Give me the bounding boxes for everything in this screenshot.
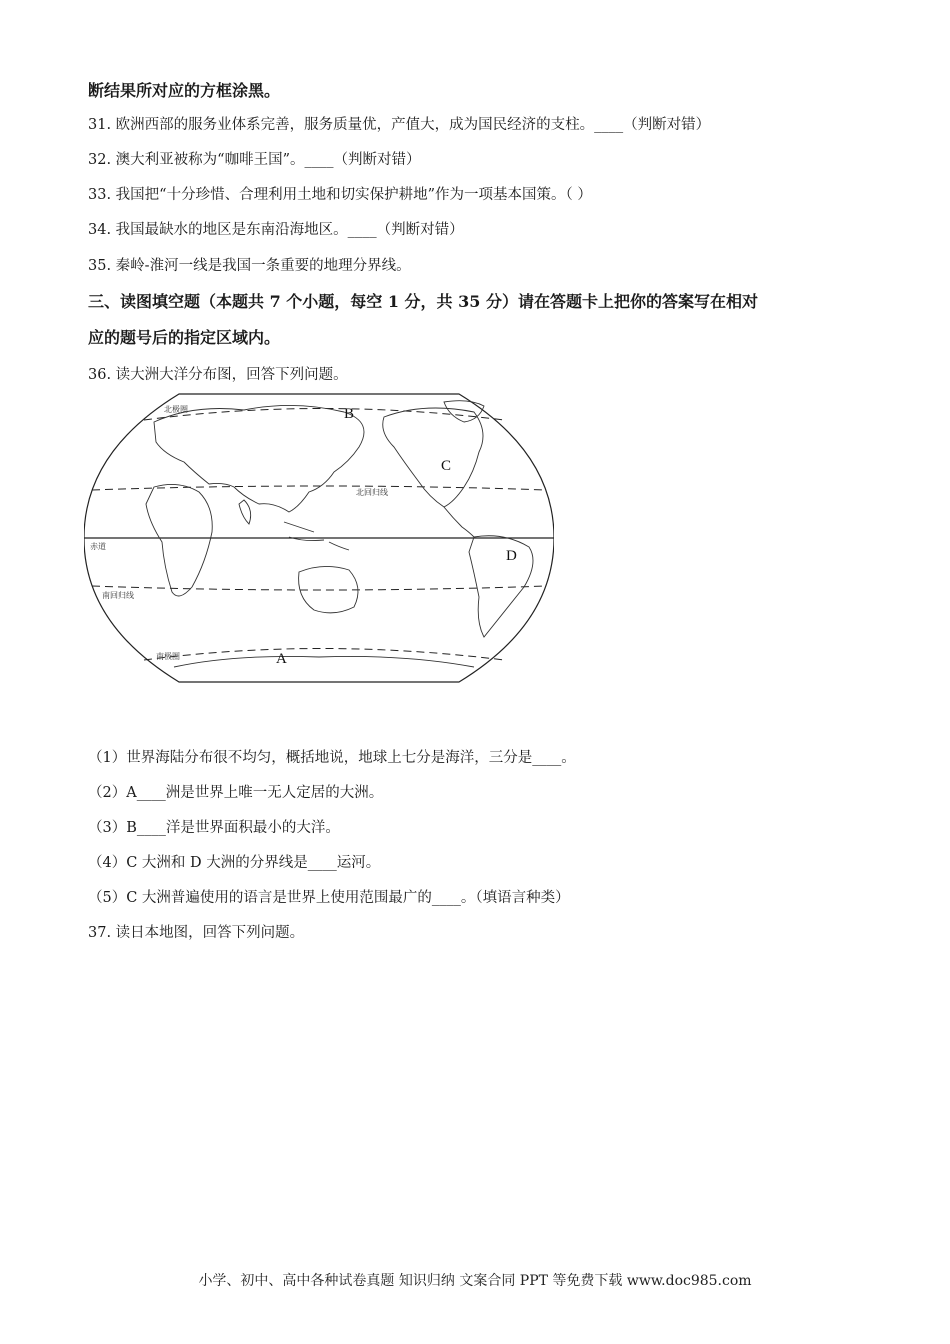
arctic-circle-label: 北极圈 [164, 405, 188, 414]
judge-item-32: 32. 澳大利亚被称为“咖啡王国”。____（判断对错） [88, 152, 421, 168]
section3-title-line2: 应的题号后的指定区域内。 [88, 328, 281, 347]
q36-sub-3: （3）B____洋是世界面积最小的大洋。 [88, 820, 340, 836]
q36-sub-5: （5）C 大洲普遍使用的语言是世界上使用范围最广的____。（填语言种类） [88, 890, 570, 906]
tropic-cancer-label: 北回归线 [356, 488, 388, 497]
equator-label: 赤道 [90, 542, 106, 551]
q36-prompt: 36. 读大洲大洋分布图，回答下列问题。 [88, 367, 348, 383]
q37-prompt: 37. 读日本地图，回答下列问题。 [88, 925, 305, 941]
heading-tail: 断结果所对应的方框涂黑。 [88, 81, 281, 100]
antarctic-circle-label: 南极圈 [156, 652, 180, 661]
tropic-capricorn-label: 南回归线 [102, 591, 134, 600]
judge-item-34: 34. 我国最缺水的地区是东南沿海地区。____（判断对错） [88, 222, 464, 238]
page-footer: 小学、初中、高中各种试卷真题 知识归纳 文案合同 PPT 等免费下载 www.doc985.com [198, 1273, 752, 1289]
world-map-figure [84, 392, 554, 684]
q36-sub-4: （4）C 大洲和 D 大洲的分界线是____运河。 [88, 855, 381, 871]
map-label-a: A [276, 651, 287, 667]
judge-item-31: 31. 欧洲西部的服务业体系完善，服务质量优，产值大，成为国民经济的支柱。____（判断对错） [88, 117, 711, 133]
judge-item-35: 35. 秦岭-淮河一线是我国一条重要的地理分界线。 [88, 258, 411, 274]
judge-item-33: 33. 我国把“十分珍惜、合理利用土地和切实保护耕地”作为一项基本国策。（ ） [88, 187, 592, 203]
q36-sub-2: （2）A____洲是世界上唯一无人定居的大洲。 [88, 785, 384, 801]
map-label-d: D [506, 548, 517, 564]
section3-title-line1: 三、读图填空题（本题共 7 个小题，每空 1 分，共 35 分）请在答题卡上把你的答案写在相对 [88, 292, 758, 311]
q36-sub-1: （1）世界海陆分布很不均匀，概括地说，地球上七分是海洋，三分是____。 [88, 750, 576, 766]
map-label-c: C [441, 458, 452, 474]
map-label-b: B [344, 406, 355, 422]
